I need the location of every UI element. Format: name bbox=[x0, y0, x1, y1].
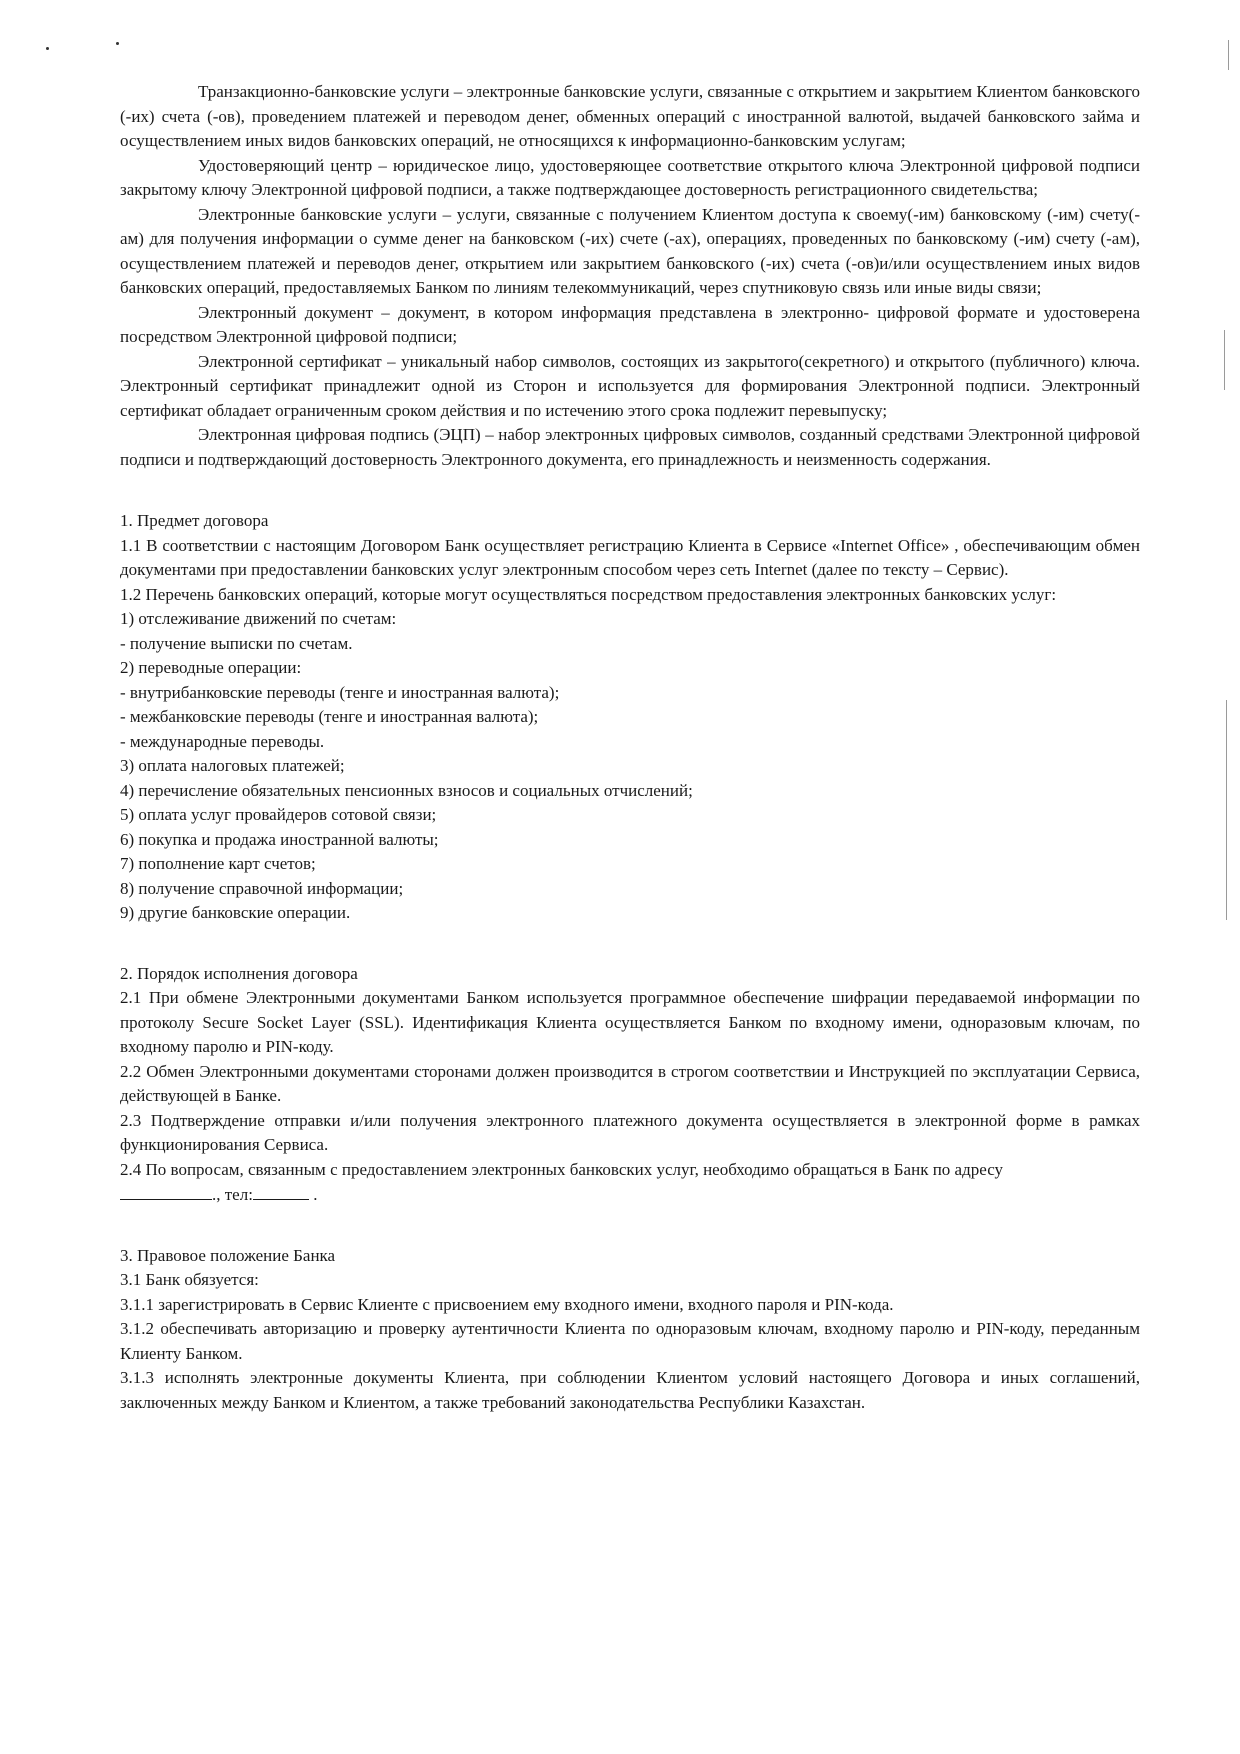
clause-2-1: 2.1 При обмене Электронными документами Банком используется программное обеспечение шифрации передаваемой информации по протоколу Secure Socket Layer (SSL). Идентификация Клиента осуществляется Банком по входному имени, одноразовым ключам, по входному паролю и PIN-коду. bbox=[120, 988, 1140, 1056]
list-item: 4) перечисление обязательных пенсионных взносов и социальных отчислений; bbox=[120, 780, 693, 800]
clause-2-2: 2.2 Обмен Электронными документами сторонами должен производится в строгом соответствии и Инструкцией по эксплуатации Сервиса, действующей в Банке. bbox=[120, 1061, 1140, 1105]
scan-edge-mark bbox=[1224, 330, 1225, 390]
scan-speck bbox=[116, 42, 119, 45]
list-item: - внутрибанковские переводы (тенге и иностранная валюта); bbox=[120, 682, 560, 702]
clause-2-3: 2.3 Подтверждение отправки и/или получения электронного платежного документа осуществляется в электронной форме в рамках функционирования Сервиса. bbox=[120, 1110, 1140, 1154]
clause-3-1-2: 3.1.2 обеспечивать авторизацию и проверку аутентичности Клиента по одноразовым ключам, входному паролю и PIN-коду, переданным Клиенту Банком. bbox=[120, 1319, 1140, 1363]
list-item: - межбанковские переводы (тенге и иностранная валюта); bbox=[120, 707, 539, 726]
section-3-body bbox=[120, 1268, 1140, 1415]
document-page bbox=[120, 80, 1140, 1415]
list-item: 9) другие банковские операции. bbox=[120, 903, 351, 922]
clause-2-4-contacts bbox=[120, 1182, 1140, 1208]
definition-electronic-banking-services: Электронные банковские услуги – услуги, связанные с получением Клиентом доступа к своему(-им) банковскому (-им) счету(-ам) для получения информации о сумме денег на банковском (-их) счете (-ах), операциях, проведенных по банковскому (-им) счету (-ам), осуществлением платежей и переводов денег, открытием или закрытием банковского (-их) счета (-ов)и/или осуществлением иных видов банковских операций, предоставляемых Банком по линиям телекоммуникаций, через спутниковую связь или иные виды связи; bbox=[120, 204, 1140, 297]
section-2-title: 2. Порядок исполнения договора bbox=[120, 963, 358, 983]
definition-certification-center: Удостоверяющий центр – юридическое лицо, удостоверяющее соответствие открытого ключа Электронной цифровой подписи закрытому ключу Электронной цифровой подписи, а также подтверждающее достоверность регистрационного свидетельства; bbox=[120, 155, 1140, 199]
list-item: 3) оплата налоговых платежей; bbox=[120, 756, 345, 775]
operations-list bbox=[120, 607, 1140, 926]
list-item: 7) пополнение карт счетов; bbox=[120, 854, 316, 873]
scan-edge-mark bbox=[1226, 700, 1227, 920]
definition-transaction-services: Транзакционно-банковские услуги – электронные банковские услуги, связанные с открытием и закрытием Клиентом банковского (-их) счета (-ов), проведением платежей и переводом денег, обменных операций с иностранной валютой, выдачей банковского займа и осуществлением иных видов банковских операций, не относящихся к информационно-банковским услугам; bbox=[120, 82, 1140, 150]
address-blank bbox=[120, 1182, 212, 1200]
clause-3-1: 3.1 Банк обязуется: bbox=[120, 1270, 259, 1289]
definition-electronic-certificate: Электронной сертификат – уникальный набор символов, состоящих из закрытого(секретного) и открытого (публичного) ключа. Электронный сертификат принадлежит одной из Сторон и используется для формирования Электронной подписи. Электронный сертификат обладает ограниченным сроком действия и по истечению этого срока подлежит перевыпуску; bbox=[120, 351, 1140, 420]
list-item: - получение выписки по счетам. bbox=[120, 633, 353, 653]
clause-2-4: 2.4 По вопросам, связанным с предоставлением электронных банковских услуг, необходимо обращаться в Банк по адресу bbox=[120, 1159, 1004, 1179]
scan-edge-mark bbox=[1228, 40, 1229, 70]
list-item: 2) переводные операции: bbox=[120, 658, 302, 677]
clause-1-1: 1.1 В соответствии с настоящим Договором Банк осуществляет регистрацию Клиента в Сервисе «Internet Office» , обеспечивающим обмен документами при предоставлении банковских услуг электронным способом через сеть Internet (далее по тексту – Сервис). bbox=[120, 535, 1140, 579]
clause-3-1-1: 3.1.1 зарегистрировать в Сервис Клиенте с присвоением ему входного имени, входного пароля и PIN-кода. bbox=[120, 1294, 894, 1314]
definitions-block bbox=[120, 80, 1140, 472]
phone-separator: ., тел: bbox=[212, 1185, 253, 1204]
list-item: 1) отслеживание движений по счетам: bbox=[120, 609, 397, 628]
list-item: 5) оплата услуг провайдеров сотовой связи; bbox=[120, 805, 437, 824]
section-2-body bbox=[120, 986, 1140, 1208]
clause-3-1-3: 3.1.3 исполнять электронные документы Клиента, при соблюдении Клиентом условий настоящего Договора и иных соглашений, заключенных между Банком и Клиентом, а также требований законодательства Республики Казахстан. bbox=[120, 1368, 1140, 1412]
section-1-title: 1. Предмет договора bbox=[120, 511, 269, 530]
section-1-body bbox=[120, 534, 1140, 608]
clause-1-2: 1.2 Перечень банковских операций, которые могут осуществляться посредством предоставления электронных банковских услуг: bbox=[120, 584, 1057, 604]
section-3-title: 3. Правовое положение Банка bbox=[120, 1245, 336, 1265]
scan-speck bbox=[46, 47, 49, 50]
list-item: 8) получение справочной информации; bbox=[120, 878, 404, 898]
list-item: 6) покупка и продажа иностранной валюты; bbox=[120, 829, 439, 849]
definition-digital-signature: Электронная цифровая подпись (ЭЦП) – набор электронных цифровых символов, созданный средствами Электронной цифровой подписи и подтверждающий достоверность Электронного документа, его принадлежность и неизменность содержания. bbox=[120, 425, 1140, 469]
definition-electronic-document: Электронный документ – документ, в котором информация представлена в электронно- цифровой формате и удостоверена посредством Электронной цифровой подписи; bbox=[120, 302, 1140, 346]
contacts-end: . bbox=[313, 1185, 318, 1204]
list-item: - международные переводы. bbox=[120, 731, 325, 751]
phone-blank bbox=[253, 1182, 309, 1200]
